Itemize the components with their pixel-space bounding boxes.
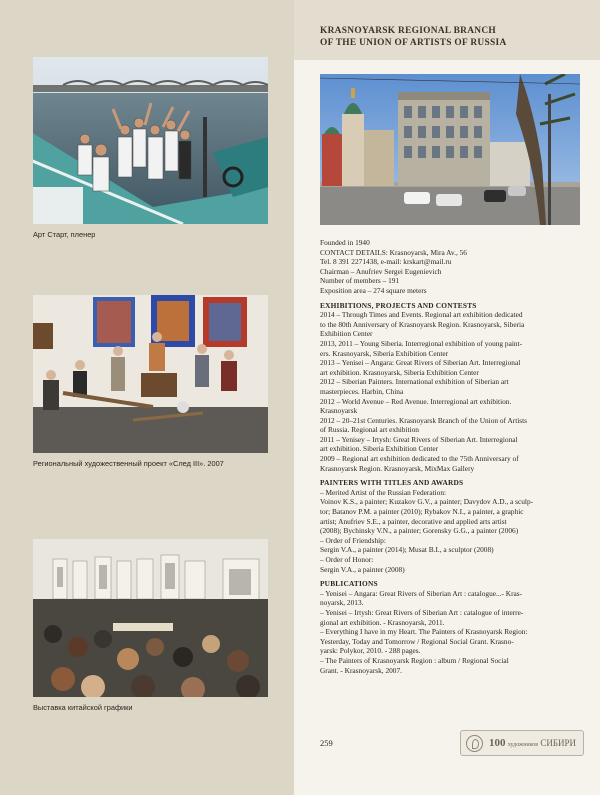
exhibition-line: of Russia. Regional art exhibition bbox=[320, 425, 419, 435]
exhibition-line: Exhibition Center bbox=[320, 329, 373, 339]
caption-2: Региональный художественный проект «След III». 2007 bbox=[33, 459, 224, 468]
painters-line: Sergin V.A., a painter (2008) bbox=[320, 564, 405, 574]
exhibition-line: 2011 – Yenisey – Irtysh: Great Rivers of Siberian Art. Interregional bbox=[320, 434, 518, 444]
exhibition-line: art exhibition. Krasnoyarsk, Siberia Exhibition Center bbox=[320, 367, 479, 377]
right-page bbox=[294, 0, 600, 795]
exhibition-line: 2012 – World Avenue – Red Avenue. Interregional art exhibition. bbox=[320, 396, 512, 406]
painters-line: Sergin V.A., a painter (2014); Musat B.I., a sculptor (2008) bbox=[320, 545, 494, 555]
exhibition-line: masterpieces. Harbin, China bbox=[320, 386, 404, 396]
info-block bbox=[320, 238, 586, 675]
exhibition-line: 2013, 2011 – Young Siberia. Interregional exhibition of young paint- bbox=[320, 338, 523, 348]
exhibition-line: 2013 – Yenisei – Angara: Great Rivers of Siberian Art. Interregional bbox=[320, 358, 521, 368]
logo-word: СИБИРИ bbox=[540, 738, 576, 748]
exhibition-line: art exhibition. Siberia Exhibition Center bbox=[320, 444, 439, 454]
info-line: Exposition area – 274 square meters bbox=[320, 285, 427, 295]
publication-line: yarsk: Polykor, 2010. - 288 pages. bbox=[320, 646, 421, 656]
publication-line: – Yenisei – Angara: Great Rivers of Siberian Art : catalogue...- Kras- bbox=[320, 588, 523, 598]
info-line: Tel. 8 391 2271438, e-mail: krskart@mail.ru bbox=[320, 257, 452, 267]
info-line: CONTACT DETAILS: Krasnoyarsk, Mira Av., 56 bbox=[320, 247, 467, 257]
page-header bbox=[294, 0, 600, 60]
publication-line: Grant. - Krasnoyarsk, 2007. bbox=[320, 665, 402, 675]
logo-pre: художников bbox=[507, 742, 539, 748]
photo-chinese-graphics-exhibition bbox=[33, 539, 268, 697]
publication-line: – Yenisei – Irtysh: Great Rivers of Siberian Art : catalogue of interre- bbox=[320, 607, 524, 617]
photo-gallery-performance bbox=[33, 295, 268, 453]
photo-boat-plein-air bbox=[33, 57, 268, 224]
section-title-painters: PAINTERS WITH TITLES AND AWARDS bbox=[320, 478, 464, 488]
exhibition-line: to the 80th Anniversary of Krasnoyarsk Region. Krasnoyarsk, Siberia bbox=[320, 319, 525, 329]
publication-line: – The Painters of Krasnoyarsk Region : album / Regional Social bbox=[320, 655, 509, 665]
painters-line: Voinov K.S., a painter; Kuzakov G.V., a painter; Davydov A.D., a sculp- bbox=[320, 497, 534, 507]
header-line-1: KRASNOYARSK REGIONAL BRANCH bbox=[320, 26, 497, 36]
exhibition-line: Krasnoyarsk Region. Krasnoyarsk, MixMax Gallery bbox=[320, 463, 475, 473]
publication-line: gional art exhibition. - Krasnoyarsk, 2011. bbox=[320, 617, 445, 627]
left-page bbox=[0, 0, 294, 795]
painters-line: (2008); Bychinsky V.N., a painter; Gorensky G.G., a painter (2006) bbox=[320, 526, 519, 536]
logo-number: 100 bbox=[489, 737, 506, 749]
exhibition-line: 2014 – Through Times and Events. Regional art exhibition dedicated bbox=[320, 310, 523, 320]
publication-line: – Everything I have in my Heart. The Painters of Krasnoyarsk Region: bbox=[320, 627, 528, 637]
section-title-exhibitions: EXHIBITIONS, PROJECTS AND CONTESTS bbox=[320, 300, 477, 310]
painters-line: – Merited Artist of the Russian Federation: bbox=[320, 487, 447, 497]
photo-krasnoyarsk-street bbox=[320, 74, 580, 225]
painters-line: artist; Anufriev S.E., a painter, decorative and applied arts artist bbox=[320, 516, 507, 526]
caption-1: Арт Старт, пленер bbox=[33, 230, 96, 239]
page-number: 259 bbox=[320, 738, 333, 748]
publication-line: noyarsk, 2013. bbox=[320, 598, 364, 608]
exhibition-line: 2012 – Siberian Painters. International exhibition of Siberian art bbox=[320, 377, 509, 387]
info-line: Founded in 1940 bbox=[320, 238, 370, 247]
painters-line: – Order of Honor: bbox=[320, 555, 374, 564]
publication-line: Yesterday, Today and Tomorrow / Regional Social Grant. Krasno- bbox=[320, 636, 514, 646]
caption-3: Выставка китайской графики bbox=[33, 703, 133, 712]
leaf-emblem-icon bbox=[466, 735, 483, 752]
100-artists-of-siberia-logo bbox=[460, 730, 584, 756]
info-line: Chairman – Anufriev Sergei Eugenievich bbox=[320, 266, 442, 276]
info-line: Number of members – 191 bbox=[320, 276, 400, 286]
painters-line: tor; Batanov P.M. a painter (2010); Rybakov N.I., a painter, a graphic bbox=[320, 507, 524, 517]
exhibition-line: Krasnoyarsk bbox=[320, 406, 358, 416]
section-title-publications: PUBLICATIONS bbox=[320, 579, 378, 589]
header-line-2: OF THE UNION OF ARTISTS OF RUSSIA bbox=[320, 38, 507, 48]
painters-line: – Order of Friendship: bbox=[320, 535, 386, 545]
exhibition-line: 2009 – Regional art exhibition dedicated to the 75th Anniversary of bbox=[320, 454, 519, 464]
exhibition-line: ers. Krasnoyarsk, Siberia Exhibition Center bbox=[320, 348, 449, 358]
exhibition-line: 2012 – 20–21st Centuries. Krasnoyarsk Branch of the Union of Artists bbox=[320, 415, 528, 425]
